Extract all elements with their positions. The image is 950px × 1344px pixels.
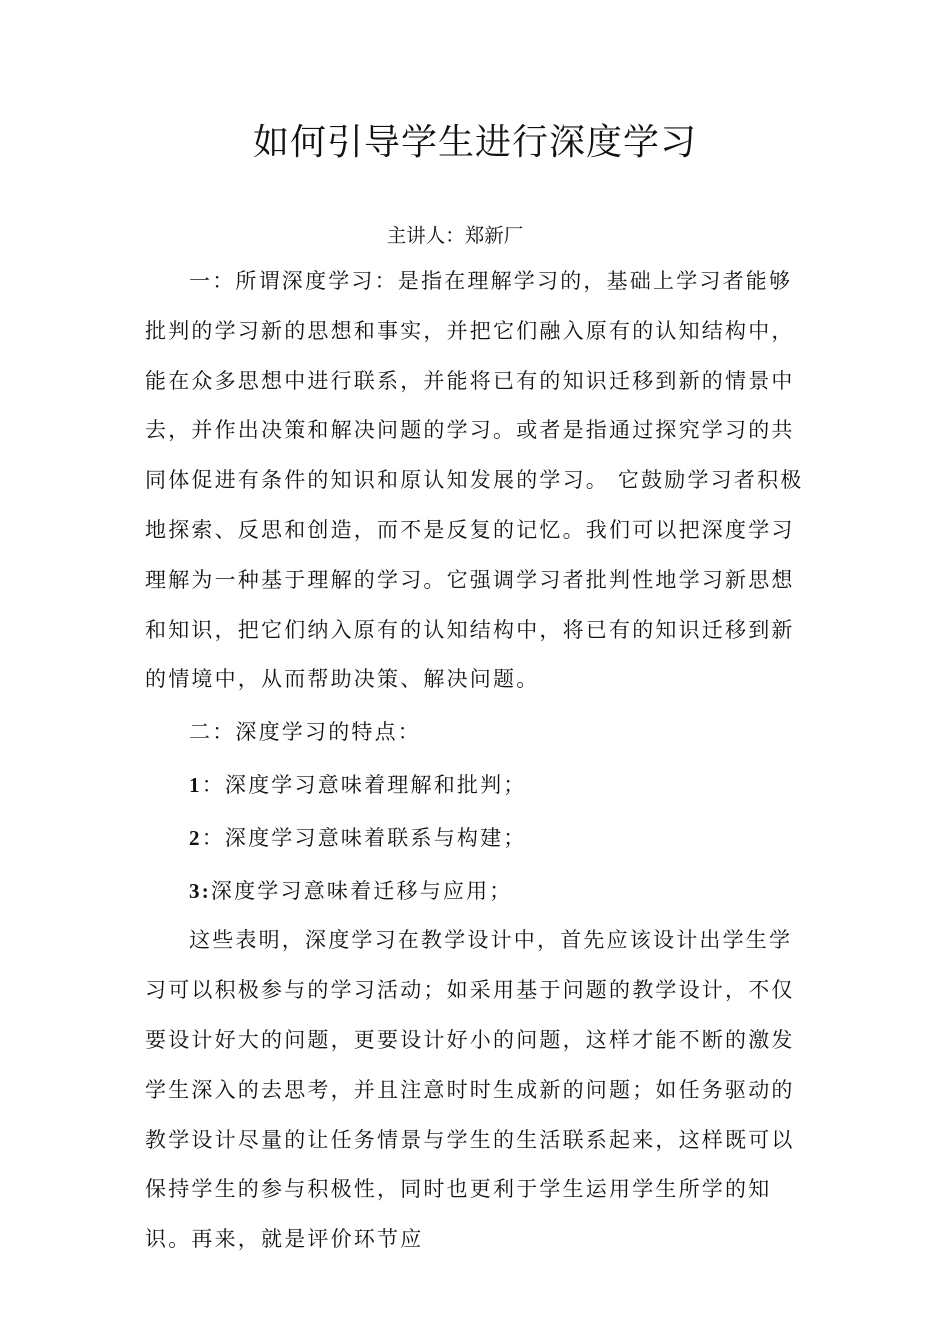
feature-point-3 [145,867,807,917]
feature-point-separator: ： [201,825,225,850]
feature-point-separator: ： [201,772,225,797]
feature-point-1 [145,761,807,811]
conclusion-paragraph: 这些表明，深度学习在教学设计中，首先应该设计出学生学习可以积极参与的学习活动；如采用基于问题的教学设计，不仅要设计好大的问题，更要设计好小的问题，这样才能不断的激发学生深入的去思考，并且注意时时生成新的问题；如任务驱动的教学设计尽量的让任务情景与学生的生活联系起来，这样既可以保持学生的参与积极性，同时也更利于学生运用学生所学的知识。再来，就是评价环节应 [145,928,795,1252]
feature-point-number: 1 [189,772,202,797]
speaker-line: 主讲人：郑新厂 [386,224,524,247]
section-2-heading: 二：深度学习的特点： [189,720,421,745]
feature-point-text: 深度学习意味着理解和批判； [224,772,527,797]
document-body [145,257,807,1265]
feature-point-2 [145,814,807,864]
section-1-paragraph: 一：所谓深度学习：是指在理解学习的，基础上学习者能够批判的学习新的思想和事实，并把它们融入原有的认知结构中，能在众多思想中进行联系，并能将已有的知识迁移到新的情景中去，并作出决策和解决问题的学习。或者是指通过探究学习的共同体促进有条件的知识和原认知发展的学习。 它鼓励学习者积极地探索、反思和创造，而不是反复的记忆。我们可以把深度学习理解为一种基于理解的学习。它强调学习者批判性地学习新思想和知识，把它们纳入原有的认知结构中，将已有的知识迁移到新的情境中，从而帮助决策、解决问题。 [145,269,804,692]
feature-point-number: 2 [189,825,202,850]
feature-point-text: 深度学习意味着迁移与应用； [210,878,513,903]
feature-point-text: 深度学习意味着联系与构建； [224,825,527,850]
feature-point-number: 3: [189,878,211,903]
document-title: 如何引导学生进行深度学习 [252,122,697,163]
